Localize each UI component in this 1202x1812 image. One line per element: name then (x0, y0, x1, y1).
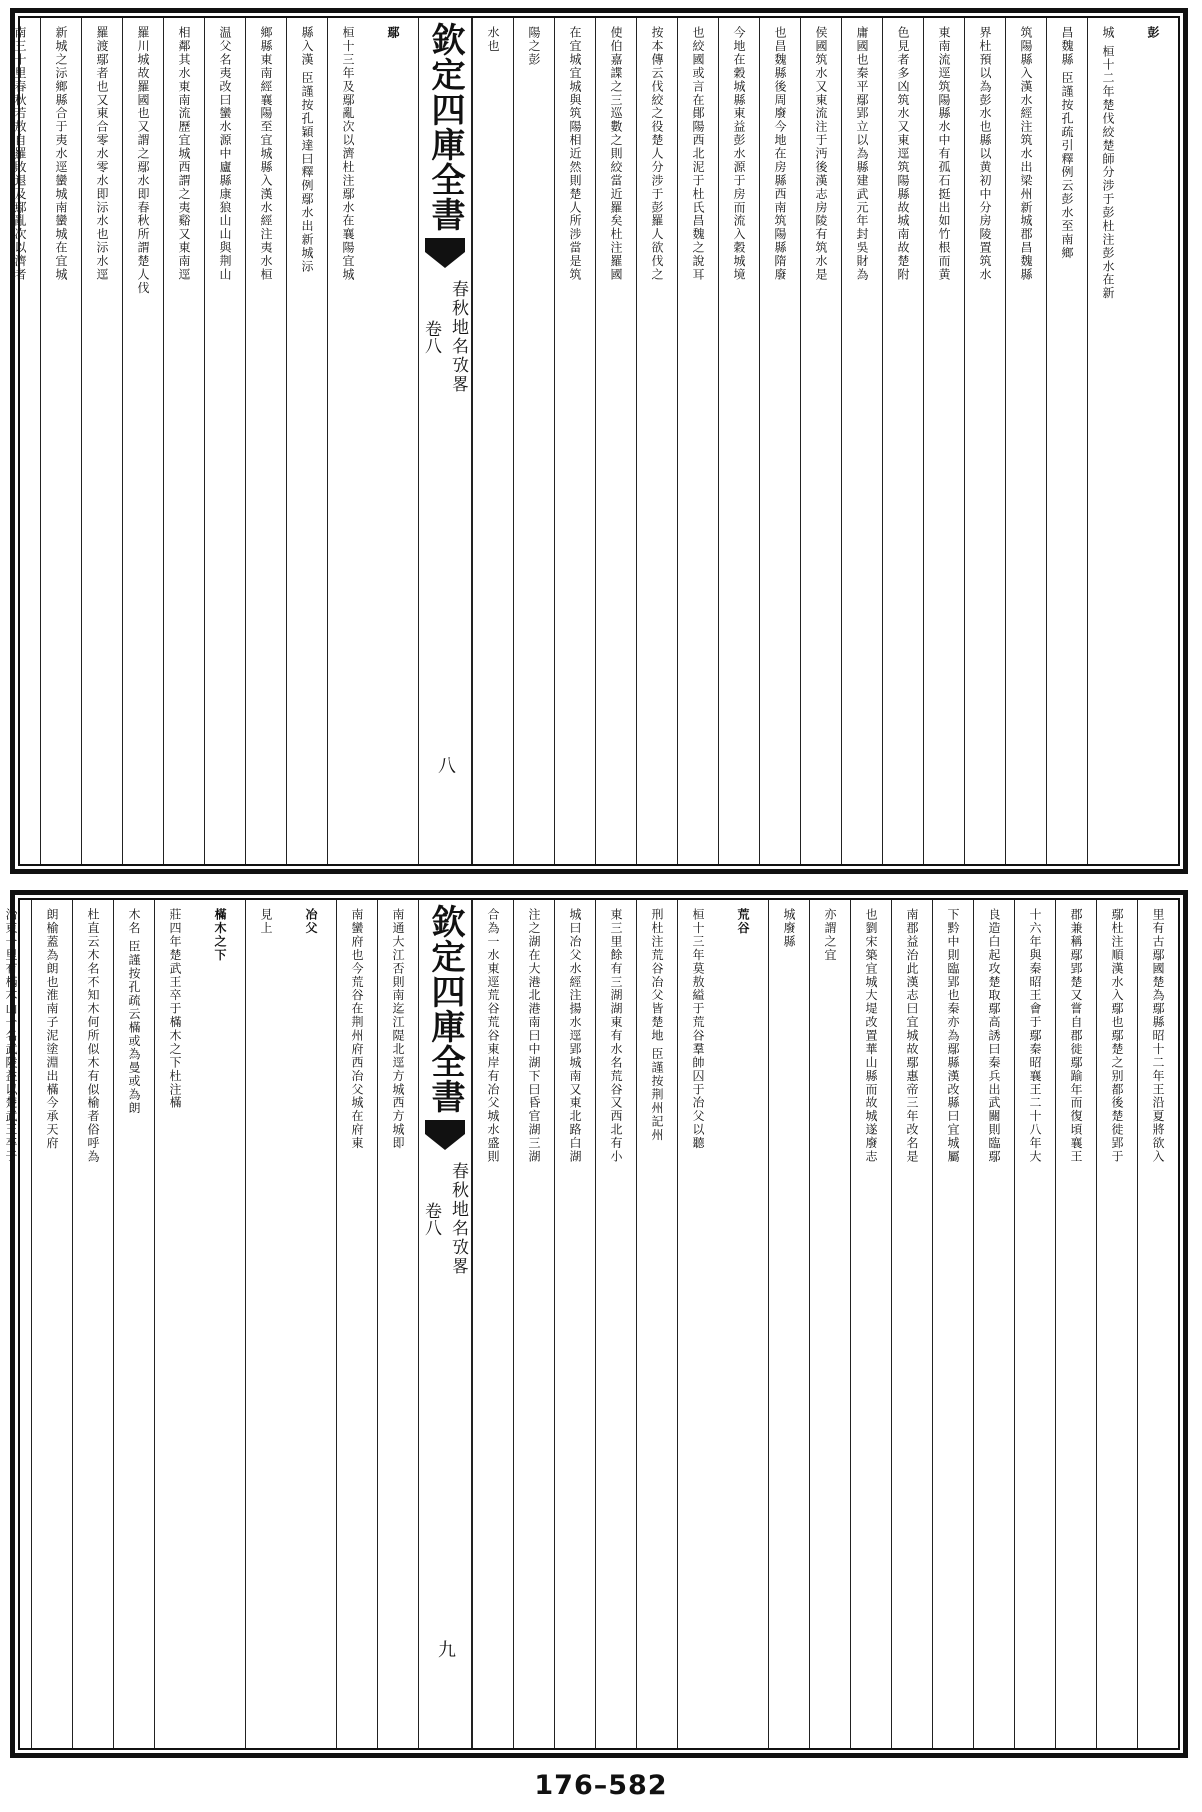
column-text: 良造白起攻楚取鄢高誘曰秦兵出武關則臨鄢 (987, 908, 1001, 1164)
text-column (964, 18, 1005, 864)
text-column (554, 900, 595, 1748)
text-column (1055, 900, 1096, 1748)
text-column (0, 18, 40, 864)
upper-page-panel (10, 8, 1188, 874)
column-text: 温父名夷改曰蠻水源中廬縣康狼山山與荆山 (218, 26, 232, 282)
column-text: 色見者多凶筑水又東逕筑陽縣故城南故楚附 (896, 26, 910, 282)
text-column (31, 900, 72, 1748)
column-text: 也昌魏縣後周廢今地在房縣西南筑陽縣隋廢 (773, 26, 787, 282)
spine-subtitle-group (419, 1162, 471, 1276)
text-column (882, 18, 923, 864)
column-text: 侯國筑水又東流注于沔後漢志房陵有筑水是 (814, 26, 828, 282)
column-text: 使伯嘉諜之三巡數之則絞當近羅矣杜注羅國 (609, 26, 623, 282)
column-text: 筑陽縣入漢水經注筑水出梁州新城郡昌魏縣 (1019, 26, 1033, 282)
column-text: 見上 (259, 908, 273, 935)
column-text: 朗榆蓋為朗也淮南子泥塗淵出樠今承天府 (45, 908, 59, 1150)
column-text: 莊四年楚武王卒于樠木之下杜注樠 (168, 908, 182, 1110)
column-text: 十六年與秦昭王會于鄢秦昭襄王二十八年大 (1028, 908, 1042, 1164)
column-text: 羅渡鄢者也又東合零水零水即沶水也沶水逕 (95, 26, 109, 282)
text-column (595, 18, 636, 864)
text-column (841, 18, 882, 864)
text-column (122, 18, 163, 864)
column-text: 合為一水東逕荒谷荒谷東岸有冶父城水盛則 (486, 908, 500, 1164)
entry-heading: 荒谷 (736, 908, 750, 935)
text-column (286, 18, 327, 864)
column-text: 在宜城宜城與筑陽相近然則楚人所涉當是筑 (568, 26, 582, 282)
text-column (163, 18, 204, 864)
column-text: 水也 (486, 26, 500, 53)
column-text: 南三十里春秋若敖自羅敗退及鄢亂次以濟者 (13, 26, 27, 282)
text-column (636, 18, 677, 864)
center-spine (418, 18, 472, 864)
column-text: 桓十三年及鄢亂次以濟杜注鄢水在襄陽宜城 (341, 26, 355, 282)
text-column (677, 18, 718, 864)
text-column (809, 900, 850, 1748)
column-text: 城廢縣 (782, 908, 796, 949)
entry-heading: 彭 (1146, 26, 1160, 40)
spine-subtitle-group (419, 280, 471, 394)
text-column (472, 18, 513, 864)
column-text: 陽之彭 (527, 26, 541, 67)
text-column (513, 18, 554, 864)
text-column (800, 18, 841, 864)
center-spine (418, 900, 472, 1748)
text-column (1014, 900, 1055, 1748)
text-column (204, 18, 245, 864)
text-column (595, 900, 636, 1748)
text-column (923, 18, 964, 864)
column-text: 刑杜注荒谷冶父皆楚地 臣謹按荆州記州 (650, 908, 664, 1142)
spine-page-number: 九 (435, 1640, 456, 1658)
text-column (336, 900, 377, 1748)
text-column (472, 900, 513, 1748)
text-column (377, 900, 418, 1748)
text-column (850, 900, 891, 1748)
spine-volume-label: 卷八 (421, 320, 441, 354)
column-text: 城曰冶父水經注揚水逕郢城南又東北路白湖 (568, 908, 582, 1164)
column-text: 鄢杜注順漢水入鄢也鄢楚之别都後楚徙郢于 (1110, 908, 1124, 1164)
text-column (245, 18, 286, 864)
spine-collection-title: 欽定四庫全書 (425, 904, 465, 1114)
upper-page-columns (13, 16, 1180, 866)
column-text: 治東一里有樠木山一名武陵益以楚武王卒于 (4, 908, 18, 1164)
column-text: 縣入漢 臣謹按孔穎達曰釋例鄢水出新城沶 (300, 26, 314, 274)
column-text: 南蠻府也今荒谷在荆州府西冶父城在府東 (350, 908, 364, 1150)
text-column (81, 18, 122, 864)
column-text: 桓十三年莫敖縊于荒谷羣帥囚于冶父以聽 (691, 908, 705, 1150)
text-column (1096, 900, 1137, 1748)
column-text: 新城之沶鄉縣合于夷水逕蠻城南蠻城在宜城 (54, 26, 68, 282)
text-column (636, 900, 677, 1748)
entry-heading: 鄢 (386, 26, 400, 40)
column-text: 亦謂之宜 (823, 908, 837, 962)
page-number-footer: 176–582 (534, 1770, 668, 1801)
column-text: 也劉宋築宜城大堤改置華山縣而故城遂廢志 (864, 908, 878, 1164)
column-text: 南郡益治此漢志曰宜城故鄢惠帝三年改名是 (905, 908, 919, 1164)
spine-page-number: 八 (435, 756, 456, 774)
fishtail-ornament-icon (425, 238, 465, 274)
text-column (759, 18, 800, 864)
spine-book-title: 春秋地名攷畧 (448, 280, 468, 394)
text-column (513, 900, 554, 1748)
spine-collection-title: 欽定四庫全書 (425, 22, 465, 232)
column-text: 相鄰其水東南流歷宜城西謂之夷谿又東南逕 (177, 26, 191, 282)
column-text: 按本傳云伐絞之役楚人分涉于彭羅人欲伐之 (650, 26, 664, 282)
column-text: 昌魏縣 臣謹按孔疏引釋例云彭水至南鄉 (1060, 26, 1074, 260)
column-text: 下黔中則臨郢也秦亦為鄢縣漢改縣曰宜城屬 (946, 908, 960, 1164)
column-text: 南通大江否則南迄江隄北逕方城西方城即 (391, 908, 405, 1150)
column-text: 注之湖在大港北港南曰中湖下曰昏官湖三湖 (527, 908, 541, 1164)
column-text: 東南流逕筑陽縣水中有孤石挺出如竹根而黄 (937, 26, 951, 282)
text-column (677, 900, 768, 1748)
entry-heading: 冶父 (304, 908, 318, 935)
fishtail-ornament-icon (425, 1120, 465, 1156)
entry-heading: 樠木之下 (213, 908, 227, 962)
column-text: 城 桓十二年楚伐絞楚師分涉于彭杜注彭水在新 (1101, 26, 1115, 301)
text-column (554, 18, 595, 864)
text-column (1046, 18, 1087, 864)
text-column (1087, 18, 1178, 864)
column-text: 界杜預以為彭水也縣以黄初中分房陵置筑水 (978, 26, 992, 282)
column-text: 也絞國或言在鄖陽西北泥于杜氏昌魏之說耳 (691, 26, 705, 282)
text-column (40, 18, 81, 864)
text-column (245, 900, 336, 1748)
text-column (327, 18, 418, 864)
text-column (932, 900, 973, 1748)
column-text: 庸國也秦平鄢郢立以為縣建武元年封吳財為 (855, 26, 869, 282)
column-text: 羅川城故羅國也又謂之鄢水即春秋所謂楚人伐 (136, 26, 150, 295)
text-column (72, 900, 113, 1748)
text-column (113, 900, 154, 1748)
column-text: 今地在穀城縣東益彭水源于房而流入穀城境 (732, 26, 746, 282)
spine-book-title: 春秋地名攷畧 (448, 1162, 468, 1276)
column-text: 木名 臣謹按孔疏云樠或為曼或為朗 (127, 908, 141, 1115)
column-text: 東三里餘有三湖湖東有水名荒谷又西北有小 (609, 908, 623, 1164)
spine-volume-label: 卷八 (421, 1202, 441, 1236)
text-column (973, 900, 1014, 1748)
column-text: 鄉縣東南經襄陽至宜城縣入漢水經注夷水桓 (259, 26, 273, 282)
text-column (0, 900, 31, 1748)
text-column (718, 18, 759, 864)
column-text: 郡兼稱鄢郢楚又嘗自郡徙鄢踰年而復頃襄王 (1069, 908, 1083, 1164)
text-column (154, 900, 245, 1748)
column-text: 杜直云木名不知木何所似木有似榆者俗呼為 (86, 908, 100, 1164)
text-column (768, 900, 809, 1748)
lower-page-panel (4, 890, 1188, 1758)
text-column (1005, 18, 1046, 864)
text-column (1137, 900, 1178, 1748)
lower-page-columns (4, 898, 1180, 1750)
column-text: 里有古鄢國楚為鄢縣昭十二年王沿夏將欲入 (1151, 908, 1165, 1164)
text-column (891, 900, 932, 1748)
